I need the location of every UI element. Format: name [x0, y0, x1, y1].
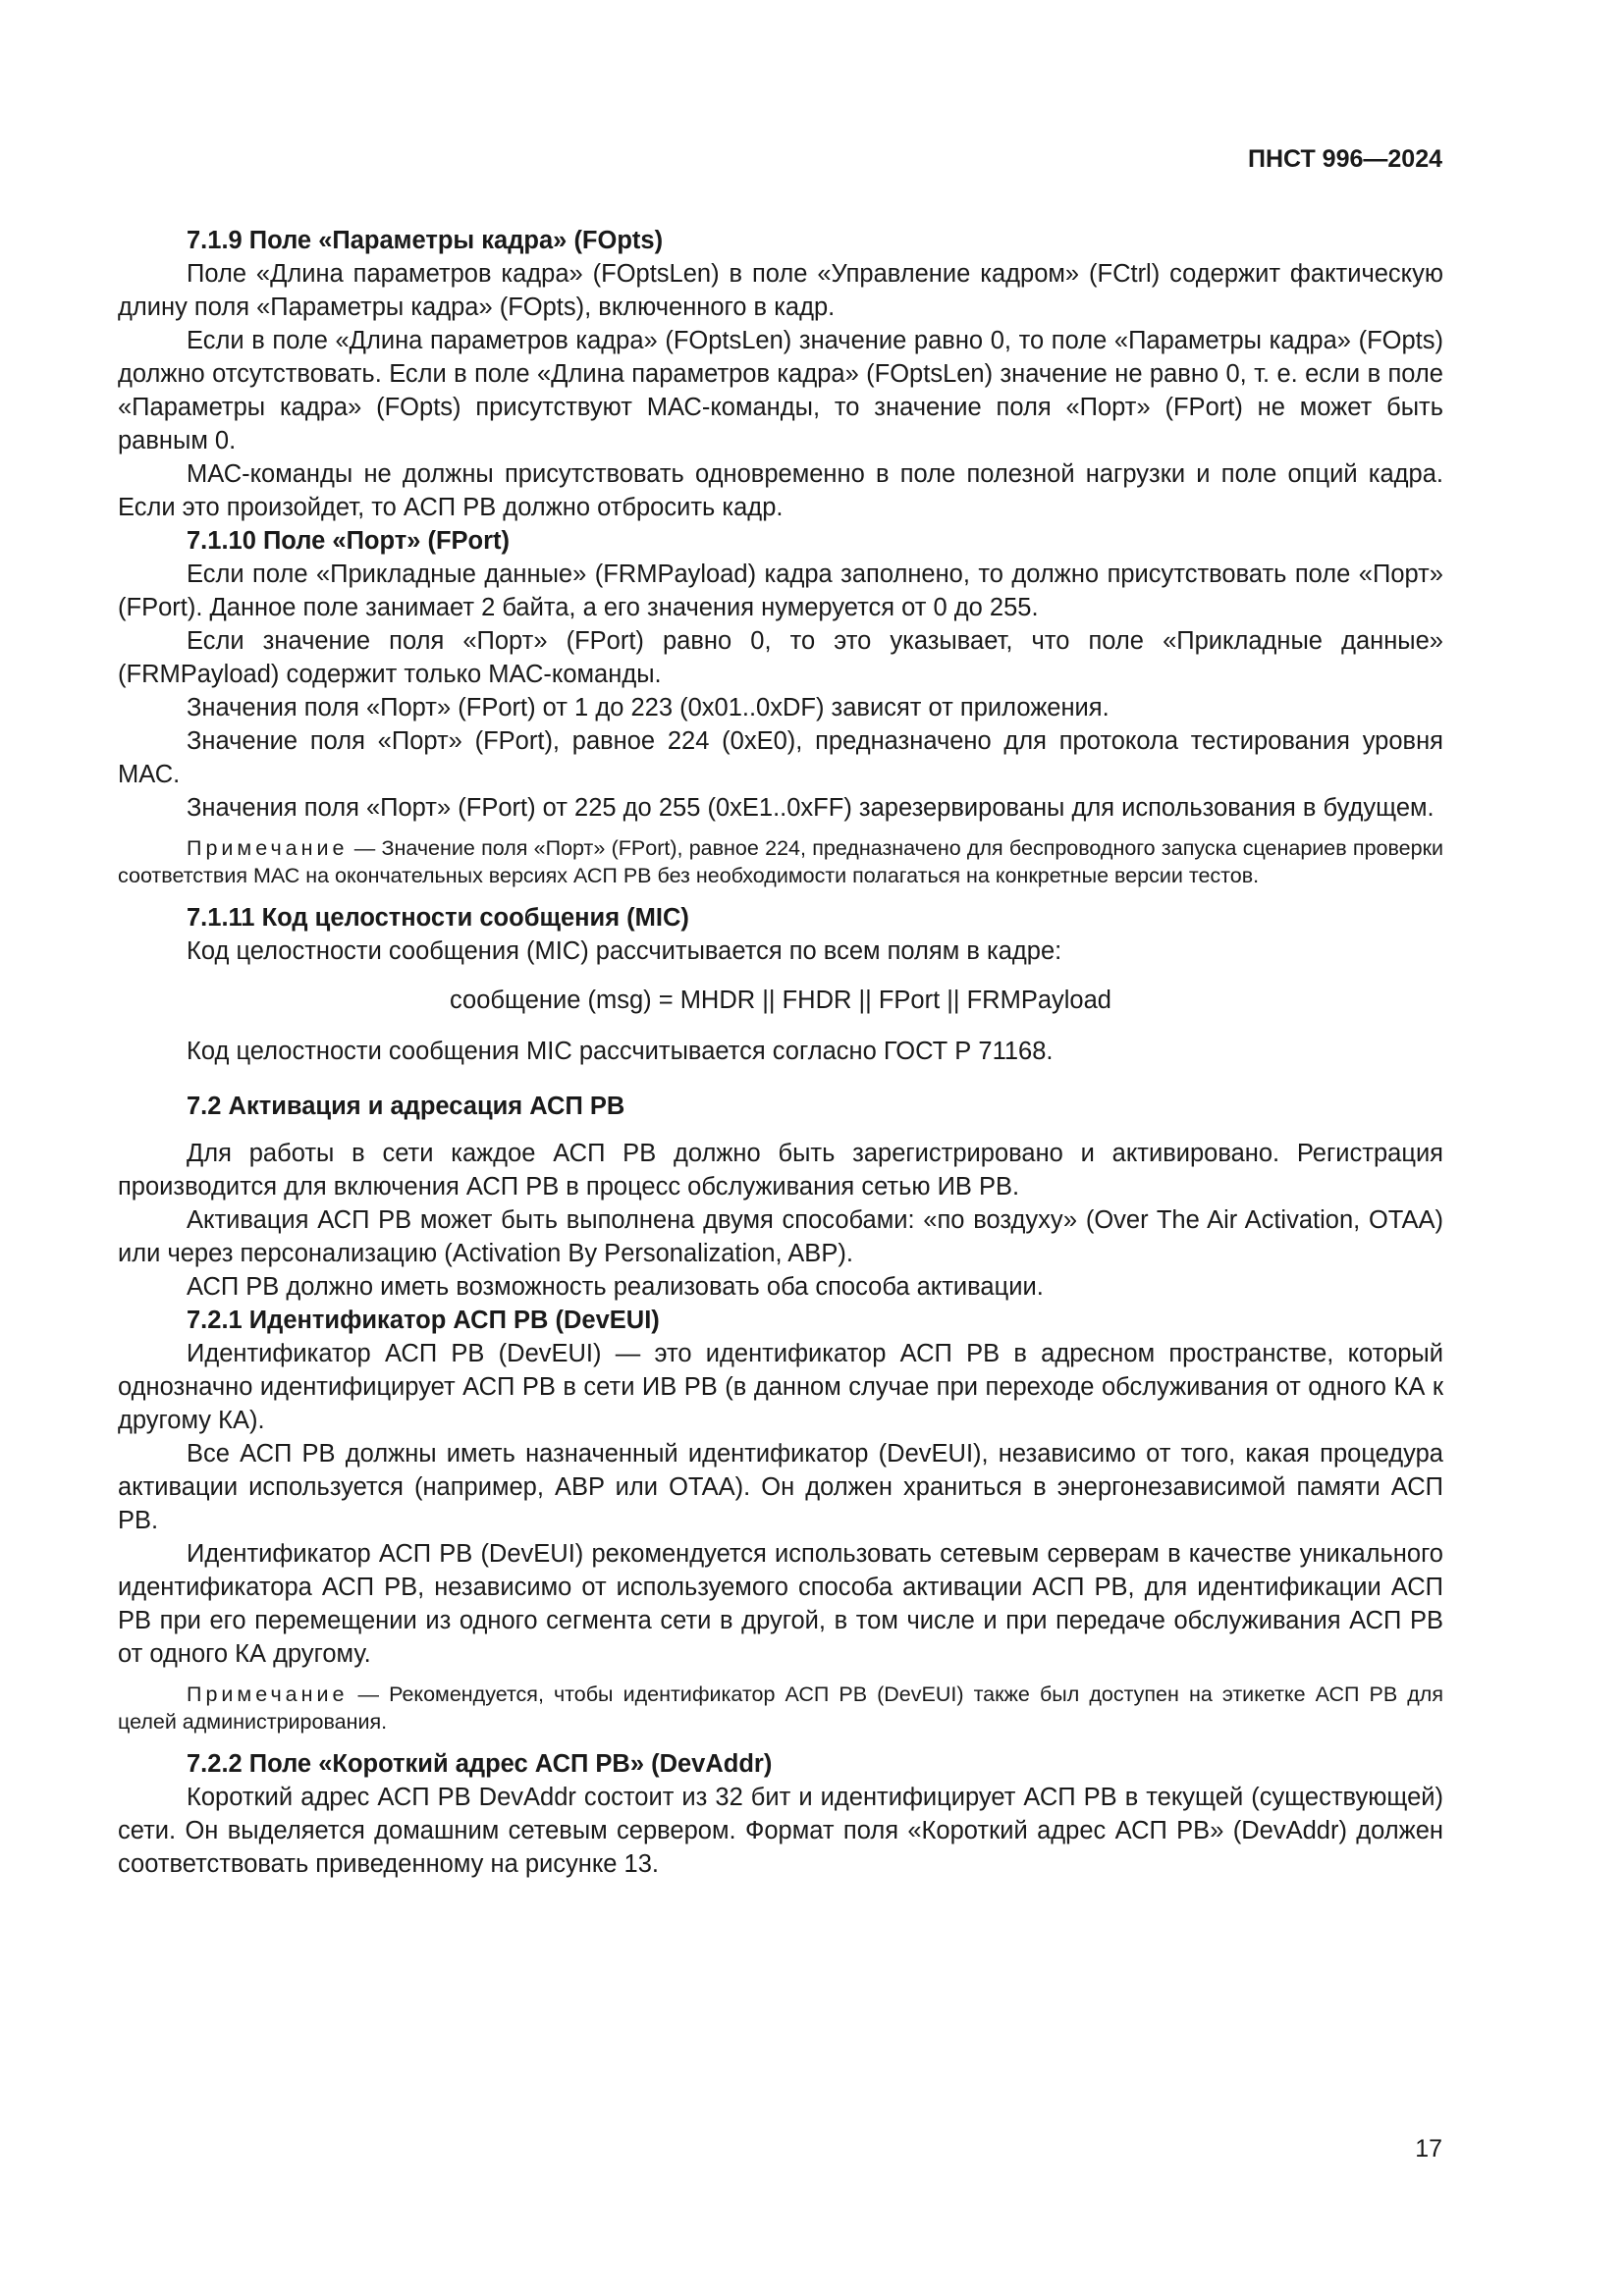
note-text: — Значение поля «Порт» (FPort), равное 224, предназначено для беспроводного запуска сценариев проверки соответствия МАС на окончательных версиях АСП РВ без необходимости полагаться на конкретные версии тестов. — [118, 836, 1443, 887]
section-heading: 7.1.10 Поле «Порт» (FPort) — [187, 527, 511, 555]
formula: сообщение (msg) = MHDR || FHDR || FPort || FRMPayload — [450, 987, 1111, 1014]
section-heading: 7.2.1 Идентификатор АСП РВ (DevEUI) — [187, 1307, 660, 1334]
section-heading: 7.1.9 Поле «Параметры кадра» (FOpts) — [187, 227, 664, 254]
paragraph: Значение поля «Порт» (FPort), равное 224 (0xE0), предназначено для протокола тестирования уровня МАС. — [118, 727, 1443, 788]
section-heading: 7.1.11 Код целостности сообщения (MIC) — [187, 904, 689, 932]
section-heading: 7.2 Активация и адресация АСП РВ — [187, 1093, 625, 1120]
paragraph: Если значение поля «Порт» (FPort) равно 0, то это указывает, что поле «Прикладные данные» (FRMPayload) содержит только МАС-команды. — [118, 627, 1443, 688]
paragraph: МАС-команды не должны присутствовать одновременно в поле полезной нагрузки и поле опций кадра. Если это произойдет, то АСП РВ должно отбросить кадр. — [118, 460, 1443, 521]
paragraph: Идентификатор АСП РВ (DevEUI) — это идентификатор АСП РВ в адресном пространстве, который однозначно идентифицирует АСП РВ в сети ИВ РВ (в данном случае при переходе обслуживания от одного КА к другому КА). — [118, 1340, 1443, 1434]
paragraph: Активация АСП РВ может быть выполнена двумя способами: «по воздуху» (Over The Air Activation, OTAA) или через персонализацию (Activation By Personalization, ABP). — [118, 1206, 1443, 1267]
paragraph: Короткий адрес АСП РВ DevAddr состоит из 32 бит и идентифицирует АСП РВ в текущей (существующей) сети. Он выделяется домашним сетевым сервером. Формат поля «Короткий адрес АСП РВ» (DevAddr) должен соответствовать приведенному на рисунке 13. — [118, 1784, 1443, 1878]
paragraph: АСП РВ должно иметь возможность реализовать оба способа активации. — [187, 1273, 1044, 1301]
paragraph: Если в поле «Длина параметров кадра» (FOptsLen) значение равно 0, то поле «Параметры кадра» (FOpts) должно отсутствовать. Если в поле «Длина параметров кадра» (FOptsLen) значение не равно 0, т. е. если в поле «Параметры кадра» (FOpts) присутствуют МАС-команды, то значение поля «Порт» (FPort) не может быть равным 0. — [118, 327, 1443, 454]
paragraph: Все АСП РВ должны иметь назначенный идентификатор (DevEUI), независимо от того, какая процедура активации используется (например, ABP или OTAA). Он должен храниться в энергонезависимой памяти АСП РВ. — [118, 1440, 1443, 1534]
section-heading: 7.2.2 Поле «Короткий адрес АСП РВ» (DevAddr) — [187, 1750, 773, 1778]
paragraph: Код целостности сообщения (MIC) рассчитывается по всем полям в кадре: — [187, 937, 1062, 965]
note-label: Примечание — [187, 836, 349, 860]
paragraph: Для работы в сети каждое АСП РВ должно быть зарегистрировано и активировано. Регистрация производится для включения АСП РВ в процесс обслуживания сетью ИВ РВ. — [118, 1140, 1443, 1201]
note-label: Примечание — [187, 1682, 349, 1706]
paragraph: Значения поля «Порт» (FPort) от 225 до 255 (0xE1..0xFF) зарезервированы для использования в будущем. — [187, 794, 1435, 822]
note-text: — Рекомендуется, чтобы идентификатор АСП РВ (DevEUI) также был доступен на этикетке АСП РВ для целей администрирования. — [118, 1682, 1443, 1734]
paragraph: Значения поля «Порт» (FPort) от 1 до 223 (0x01..0xDF) зависят от приложения. — [187, 694, 1110, 721]
paragraph: Идентификатор АСП РВ (DevEUI) рекомендуется использовать сетевым серверам в качестве уникального идентификатора АСП РВ, независимо от используемого способа активации АСП РВ, для идентификации АСП РВ при его перемещении из одного сегмента сети в другой, в том числе и при передаче обслуживания АСП РВ от одного КА другому. — [118, 1540, 1443, 1668]
page-number: 17 — [1415, 2135, 1442, 2163]
paragraph: Код целостности сообщения MIC рассчитывается согласно ГОСТ Р 71168. — [187, 1038, 1054, 1065]
document-body — [118, 224, 1443, 1881]
paragraph: Поле «Длина параметров кадра» (FOptsLen) в поле «Управление кадром» (FCtrl) содержит фактическую длину поля «Параметры кадра» (FOpts), включенного в кадр. — [118, 260, 1443, 321]
paragraph: Если поле «Прикладные данные» (FRMPayload) кадра заполнено, то должно присутствовать поле «Порт» (FPort). Данное поле занимает 2 байта, а его значения нумеруется от 0 до 255. — [118, 561, 1443, 621]
note — [118, 834, 1443, 889]
note — [118, 1681, 1443, 1735]
document-code: ПНСТ 996—2024 — [1248, 145, 1442, 173]
